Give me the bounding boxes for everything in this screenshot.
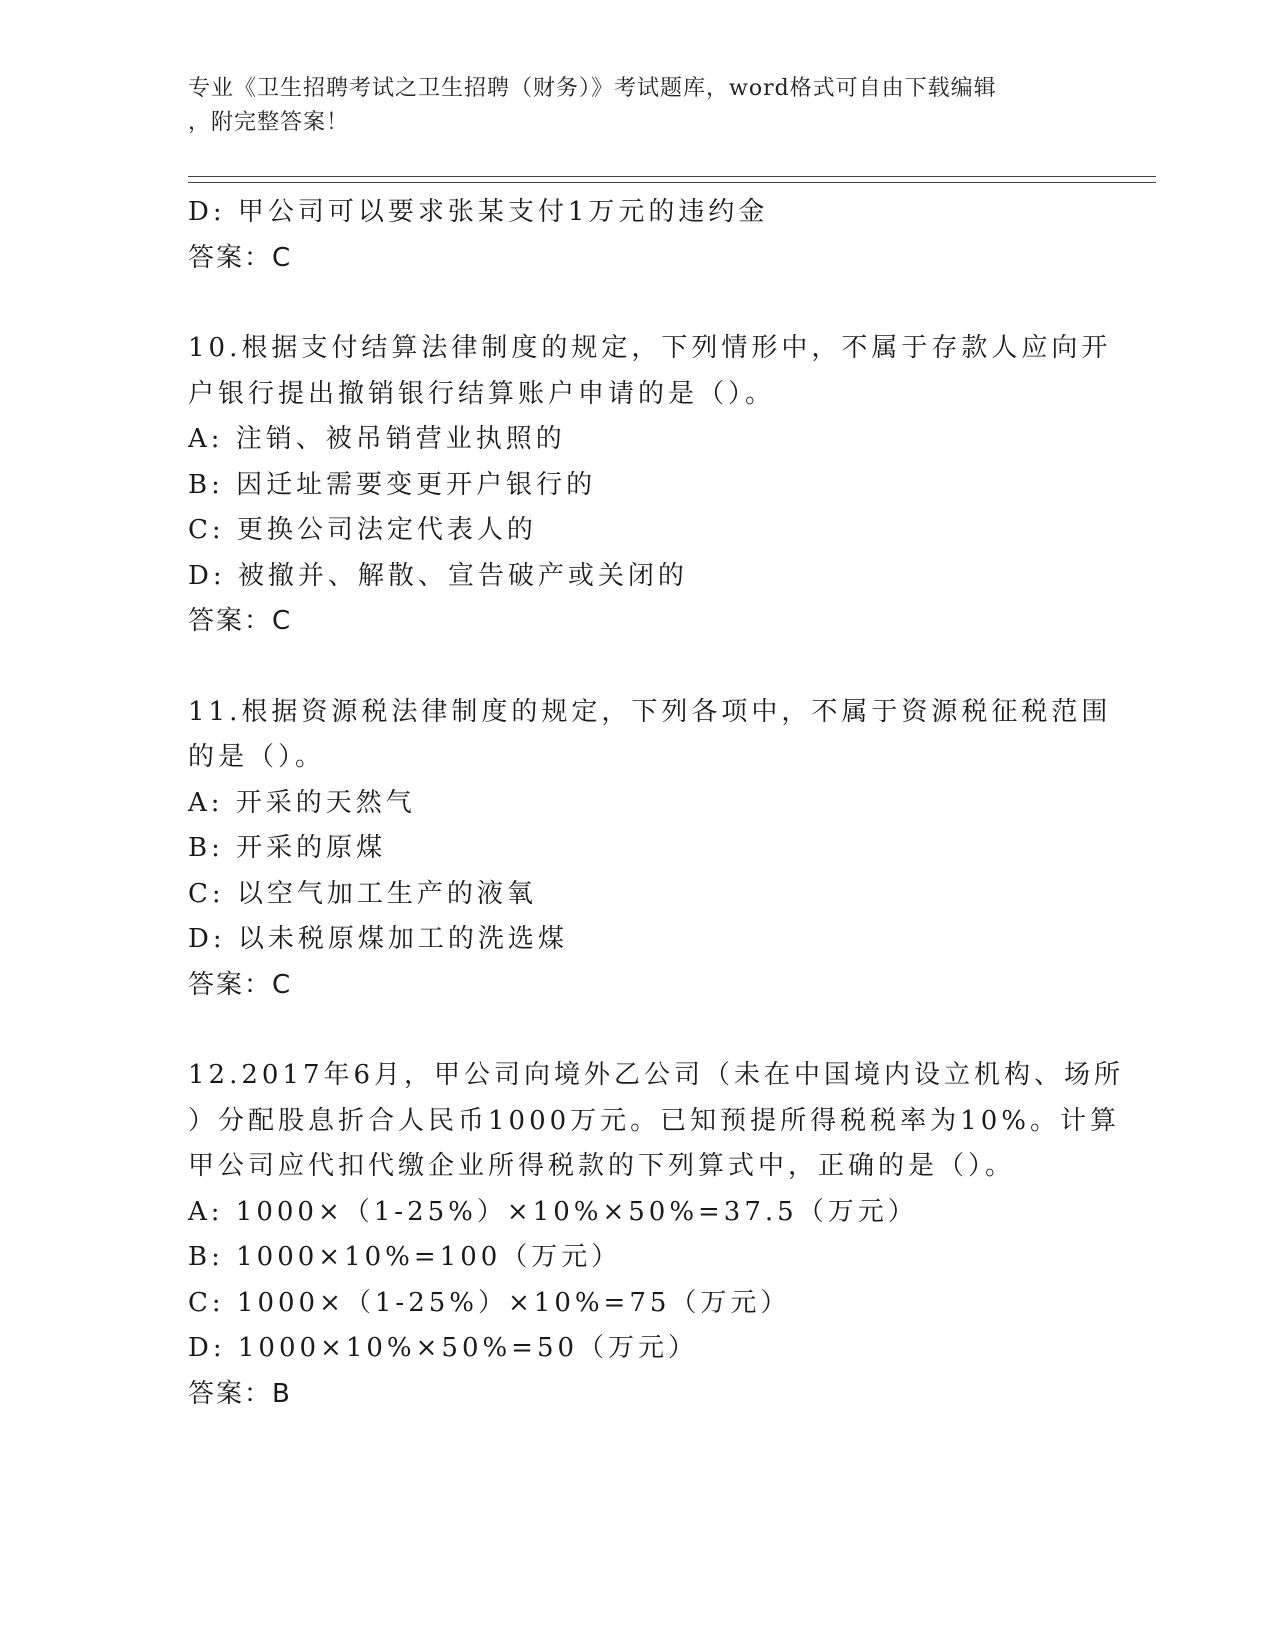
option-c: C: 以空气加工生产的液氧 <box>188 878 537 909</box>
option-a: A: 注销、被吊销营业执照的 <box>188 424 566 454</box>
question-list <box>188 190 1125 1417</box>
option-c: C: 1000×（1-25%）×10%=75（万元） <box>188 1287 791 1318</box>
option-a: A: 开采的天然气 <box>188 787 416 818</box>
question-12 <box>188 1053 1125 1417</box>
option-d: D: 甲公司可以要求张某支付1万元的违约金 <box>188 197 769 227</box>
option-d: D: 以未税原煤加工的洗选煤 <box>188 924 568 954</box>
question-stem-line: ）分配股息折合人民币1000万元。已知预提所得税税率为10%。计算 <box>188 1105 1120 1136</box>
header-divider <box>188 176 1156 183</box>
header-line-1: 专业《卫生招聘考试之卫生招聘（财务）》考试题库，word格式可自由下载编辑 <box>188 76 997 101</box>
option-d: D: 被撤并、解散、宣告破产或关闭的 <box>188 560 688 591</box>
header-line-2: ，附完整答案！ <box>188 110 350 135</box>
spacer <box>188 645 1088 690</box>
answer: 答案：C <box>188 969 293 1000</box>
question-11 <box>188 690 1112 1009</box>
question-stem-line: 户银行提出撤销银行结算账户申请的是（）。 <box>188 378 776 409</box>
option-d: D: 1000×10%×50%=50（万元） <box>188 1333 699 1363</box>
option-c: C: 更换公司法定代表人的 <box>188 515 537 545</box>
option-b: B: 因迁址需要变更开户银行的 <box>188 469 597 500</box>
question-stem-line: 的是（）。 <box>188 742 326 772</box>
spacer <box>188 281 1088 326</box>
option-b: B: 1000×10%=100（万元） <box>188 1242 622 1272</box>
question-stem-line: 甲公司应代扣代缴企业所得税款的下列算式中，正确的是（）。 <box>188 1151 1016 1181</box>
option-a: A: 1000×（1-25%）×10%×50%=37.5（万元） <box>188 1196 918 1227</box>
question-stem-line: 12.2017年6月，甲公司向境外乙公司（未在中国境内设立机构、场所 <box>188 1060 1125 1090</box>
question-stem-line: 10.根据支付结算法律制度的规定，下列情形中，不属于存款人应向开 <box>188 333 1112 363</box>
question-9-tail <box>188 190 1088 281</box>
answer: 答案：B <box>188 1378 292 1409</box>
spacer <box>188 1008 1088 1053</box>
page-header <box>188 72 1088 140</box>
question-10 <box>188 326 1112 645</box>
answer: 答案：C <box>188 606 293 636</box>
question-stem-line: 11.根据资源税法律制度的规定，下列各项中，不属于资源税征税范围 <box>188 696 1112 727</box>
answer: 答案：C <box>188 242 293 273</box>
option-b: B: 开采的原煤 <box>188 833 387 863</box>
